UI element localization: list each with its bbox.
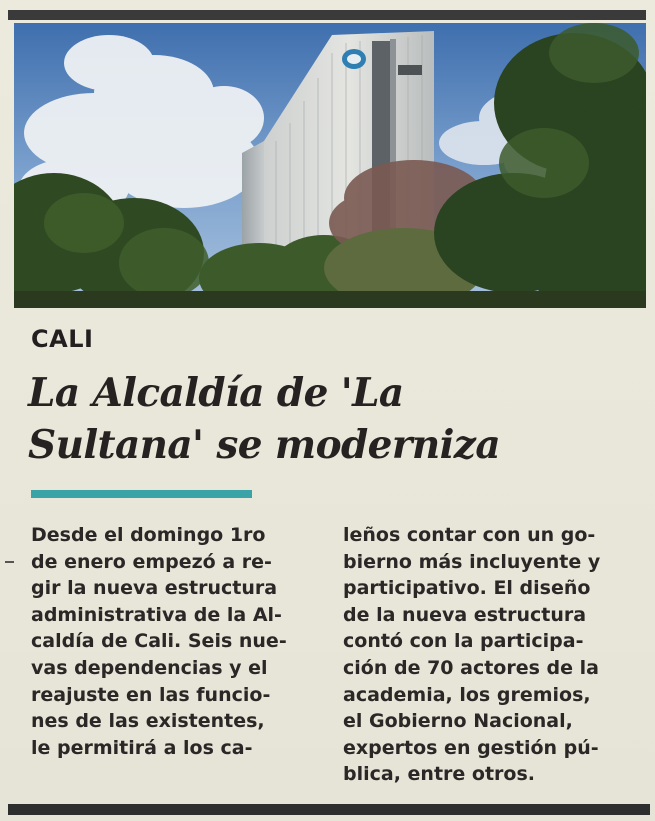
body-line: Desde el domingo 1ro: [31, 524, 266, 546]
body-line: administrativa de la Al-: [31, 603, 282, 626]
body-line: le permitirá a los ca-: [31, 736, 253, 759]
bottom-rule: [8, 804, 650, 815]
accent-rule: [31, 490, 252, 498]
headline-line-2: Sultana' se moderniza: [28, 422, 501, 468]
body-column-left: [31, 522, 316, 761]
body-line: nes de las existentes,: [31, 710, 265, 733]
body-line: bierno más incluyente y: [343, 550, 601, 573]
body-line: el Gobierno Nacional,: [343, 710, 573, 733]
body-line: blica, entre otros.: [343, 763, 535, 786]
city-hall-photo-graphic: [14, 23, 646, 308]
headline-line-1: La Alcaldía de 'La: [28, 370, 404, 416]
body-line: leños contar con un go-: [343, 524, 596, 546]
body-line: ción de 70 actores de la: [343, 656, 599, 679]
top-rule: [8, 10, 646, 20]
body-line: caldía de Cali. Seis nue-: [31, 630, 287, 653]
body-line: gir la nueva estructura: [31, 577, 278, 600]
margin-dash: [5, 561, 14, 563]
section-label: CALI: [31, 325, 94, 353]
body-line: participativo. El diseño: [343, 577, 591, 600]
body-line: de la nueva estructura: [343, 603, 587, 626]
body-line: expertos en gestión pú-: [343, 736, 599, 759]
body-line: reajuste en las funcio-: [31, 683, 271, 706]
headline: [28, 367, 628, 471]
body-line: academia, los gremios,: [343, 683, 591, 706]
body-column-right: [343, 522, 635, 788]
body-line: contó con la participa-: [343, 630, 584, 653]
body-line: de enero empezó a re-: [31, 550, 272, 573]
body-line: vas dependencias y el: [31, 656, 268, 679]
city-hall-photo: [14, 23, 646, 308]
